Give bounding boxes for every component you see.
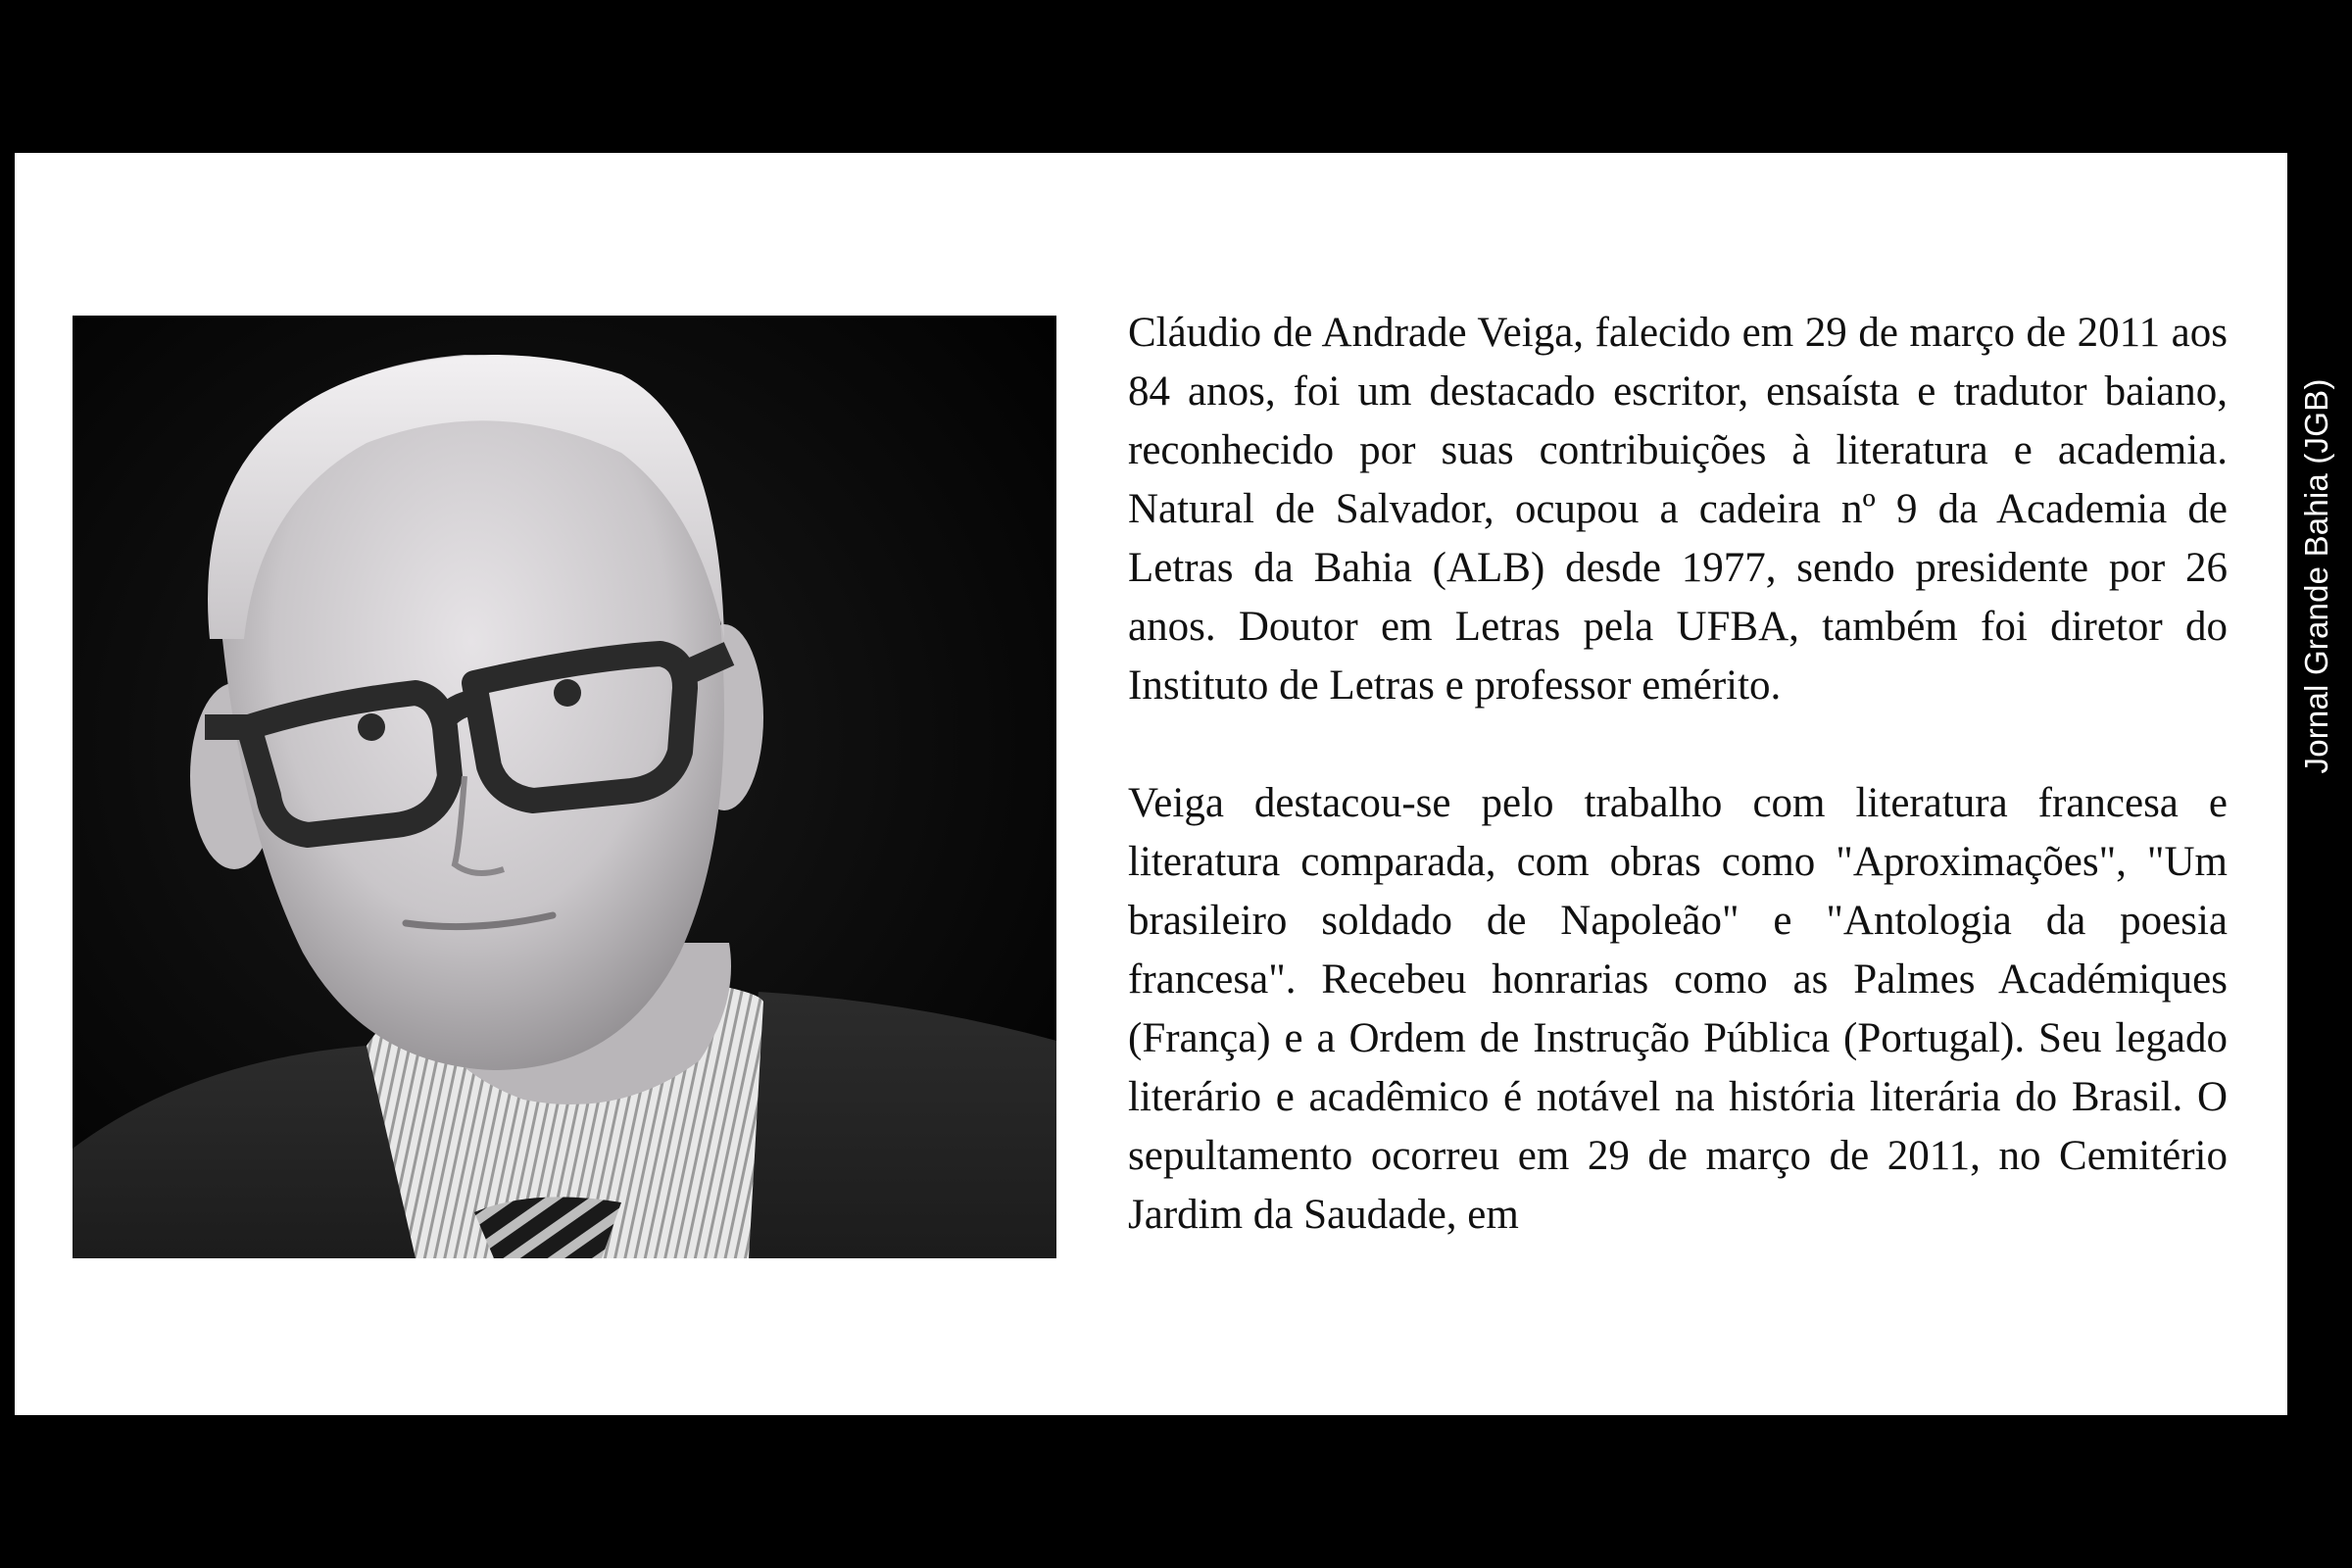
paragraph-biography: Cláudio de Andrade Veiga, falecido em 29 de março de 2011 aos 84 anos, foi um destacado escritor, ensaísta e tradutor baiano, reconhecido por suas contribuições à literatura e academia. Natural de Salvador, ocupou a cadeira nº 9 da Academia de Letras da Bahia (ALB) desde 1977, sendo presidente por 26 anos. Doutor em Letras pela UFBA, também foi diretor do Instituto de Letras e professor emérito. xyxy=(1128,310,2228,709)
portrait-image xyxy=(73,316,1056,1258)
paragraph-legacy: Veiga destacou-se pelo trabalho com literatura francesa e literatura comparada, com obras como "Aproximações", "Um brasileiro soldado de Napoleão" e "Antologia da poesia francesa". Recebeu honrarias como as Palmes Académiques (França) e a Ordem de Instrução Pública (Portugal). Seu legado literário e acadêmico é notável na história literária do Brasil. O sepultamento ocorreu em 29 de março de 2011, no Cemitério Jardim da Saudade, em xyxy=(1128,780,2228,1238)
portrait-photo xyxy=(73,316,1056,1258)
content-panel xyxy=(15,153,2287,1415)
source-credit: Jornal Grande Bahia (JGB) xyxy=(2298,378,2334,774)
article-text xyxy=(1128,304,2228,1411)
